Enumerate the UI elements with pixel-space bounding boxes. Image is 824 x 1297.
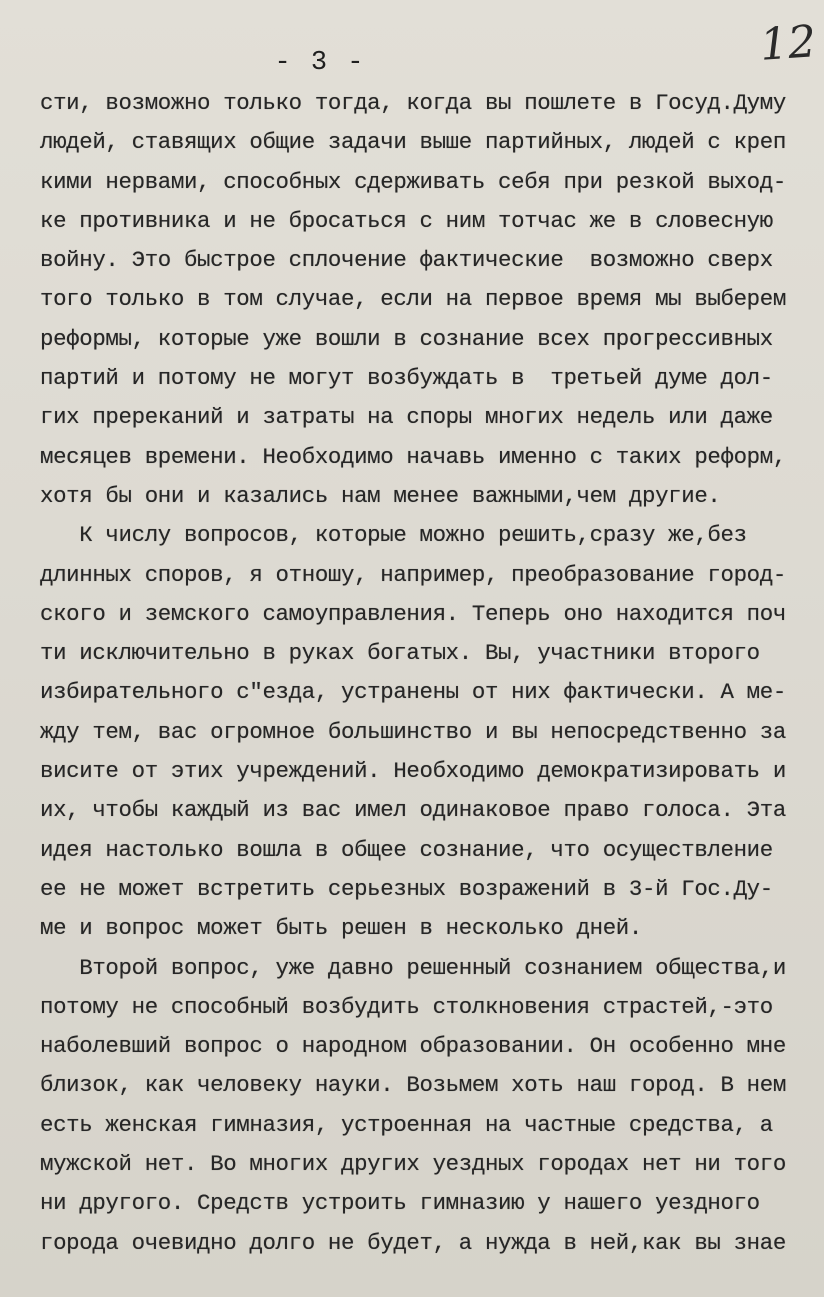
text-line: города очевидно долго не будет, а нужда в ней,как вы знае [40, 1229, 786, 1256]
paragraph [40, 949, 820, 1263]
text-line: ти исключительно в руках богатых. Вы, участники второго [40, 640, 760, 667]
text-line: гих пререканий и затраты на споры многих недель или даже [40, 404, 773, 431]
text-line: хотя бы они и казались нам менее важными,чем другие. [40, 482, 721, 509]
text-line: потому не способный возбудить столкновения страстей,-это [40, 993, 773, 1020]
handwritten-folio-number: 12 [758, 16, 818, 71]
text-line: Второй вопрос, уже давно решенный сознанием общества,и [40, 954, 786, 981]
text-line: того только в том случае, если на первое время мы выберем [40, 286, 786, 313]
text-line: идея настолько вошла в общее сознание, что осуществление [40, 836, 773, 863]
text-line: избирательного с"езда, устранены от них фактически. А ме- [40, 679, 786, 706]
text-line: К числу вопросов, которые можно решить,сразу же,без [40, 522, 747, 549]
text-line: войну. Это быстрое сплочение фактические возможно сверх [40, 247, 773, 274]
text-line: сти, возможно только тогда, когда вы пошлете в Госуд.Думу [40, 90, 786, 116]
text-line: длинных споров, я отношу, например, преобразование город- [40, 561, 786, 588]
text-line: их, чтобы каждый из вас имел одинаковое право голоса. Эта [40, 797, 786, 824]
text-line: ме и вопрос может быть решен в несколько дней. [40, 915, 642, 942]
text-line: реформы, которые уже вошли в сознание всех прогрессивных [40, 325, 773, 352]
document-body [40, 84, 820, 1263]
text-line: мужской нет. Во многих других уездных городах нет ни того [40, 1151, 786, 1178]
text-line: наболевший вопрос о народном образовании. Он особенно мне [40, 1033, 786, 1060]
page-number: - 3 - [274, 48, 366, 78]
text-line: людей, ставящих общие задачи выше партийных, людей с креп [40, 129, 786, 156]
paragraph [40, 516, 820, 948]
text-line: партий и потому не могут возбуждать в третьей думе дол- [40, 365, 773, 392]
text-line: ке противника и не бросаться с ним тотчас же в словесную [40, 207, 773, 234]
text-line: кими нервами, способных сдерживать себя при резкой выход- [40, 168, 786, 195]
text-line: месяцев времени. Необходимо начавь именно с таких реформ, [40, 443, 786, 470]
text-line: есть женская гимназия, устроенная на частные средства, а [40, 1111, 773, 1138]
text-line: ее не может встретить серьезных возражений в 3-й Гос.Ду- [40, 875, 773, 902]
text-line: ни другого. Средств устроить гимназию у нашего уездного [40, 1190, 760, 1217]
text-line: близок, как человеку науки. Возьмем хоть наш город. В нем [40, 1072, 786, 1099]
text-line: висите от этих учреждений. Необходимо демократизировать и [40, 758, 786, 785]
paragraph [40, 84, 820, 516]
text-line: ского и земского самоуправления. Теперь оно находится поч [40, 600, 786, 627]
text-line: жду тем, вас огромное большинство и вы непосредственно за [40, 718, 786, 745]
